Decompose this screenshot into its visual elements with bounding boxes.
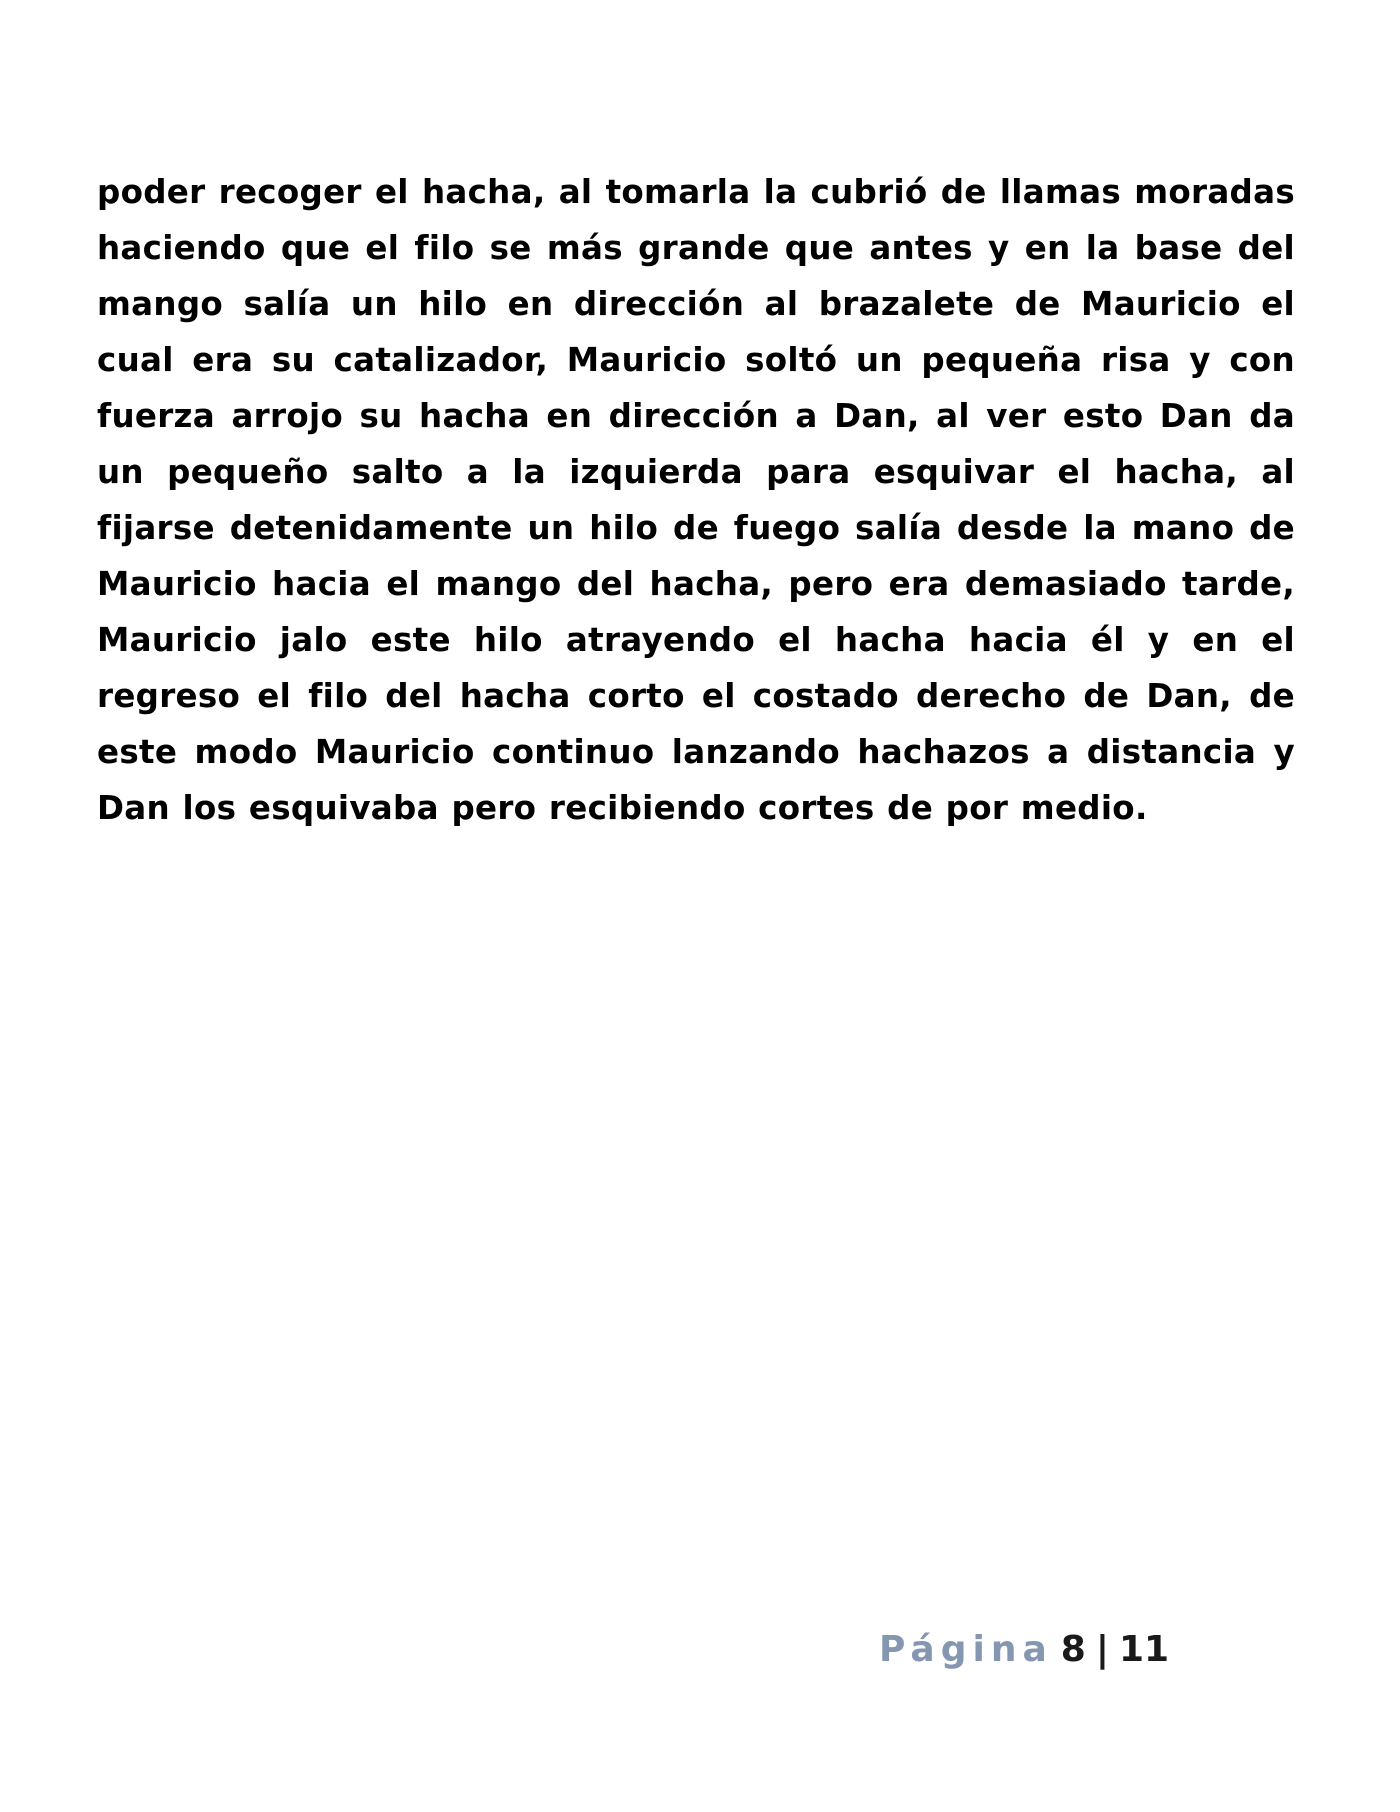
page-footer bbox=[879, 1628, 1169, 1672]
page-label: Página bbox=[879, 1629, 1053, 1670]
current-page-number: 8 bbox=[1060, 1629, 1086, 1670]
body-paragraph: poder recoger el hacha, al tomarla la cubrió de llamas moradas haciendo que el filo se más grande que antes y en la base del mango salía un hilo en dirección al brazalete de Mauricio el cual era su catalizador, Mauricio soltó un pequeña risa y con fuerza arrojo su hacha en dirección a Dan, al ver esto Dan da un pequeño salto a la izquierda para esquivar el hacha, al fijarse detenidamente un hilo de fuego salía desde la mano de Mauricio hacia el mango del hacha, pero era demasiado tarde, Mauricio jalo este hilo atrayendo el hacha hacia él y en el regreso el filo del hacha corto el costado derecho de Dan, de este modo Mauricio continuo lanzando hachazos a distancia y Dan los esquivaba pero recibiendo cortes de por medio. bbox=[97, 173, 1295, 827]
page-separator: | bbox=[1095, 1629, 1109, 1670]
total-pages-number: 11 bbox=[1118, 1629, 1170, 1670]
